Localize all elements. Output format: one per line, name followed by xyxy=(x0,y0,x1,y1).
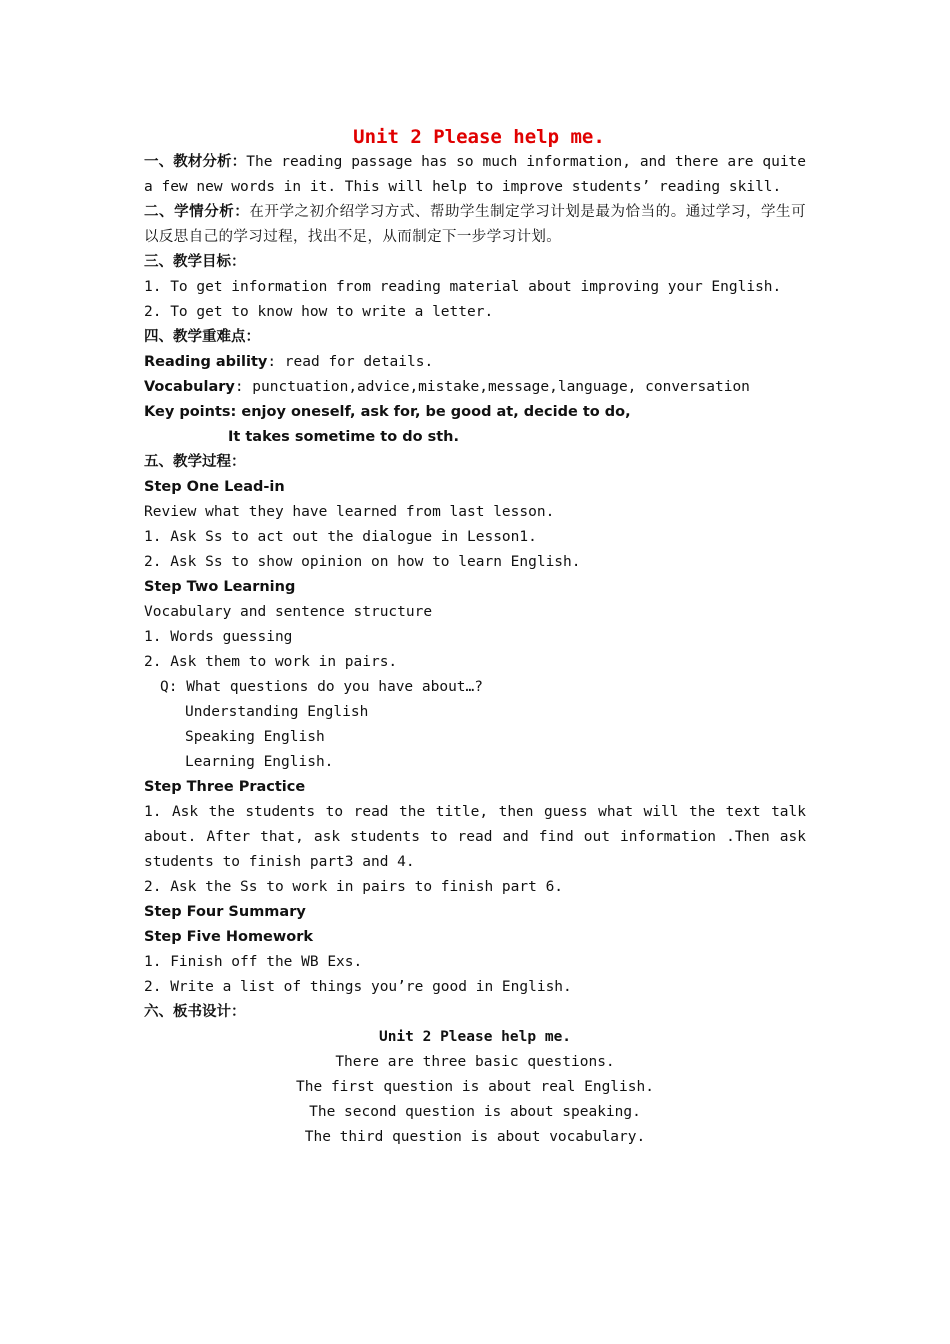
key-points-line: Key points: enjoy oneself, ask for, be good at, decide to do, xyxy=(144,404,631,420)
blackboard-design xyxy=(144,1025,806,1150)
sub-item: Speaking English xyxy=(185,729,325,745)
board-line: There are three basic questions. xyxy=(335,1054,615,1070)
sub-item: Learning English. xyxy=(185,754,334,770)
step-title: Step Two Learning xyxy=(144,579,296,595)
section-heading: 五、教学过程： xyxy=(144,454,246,470)
section-textbook-analysis xyxy=(144,150,806,200)
board-line: The second question is about speaking. xyxy=(309,1104,641,1120)
step-paragraph: 1. Ask the students to read the title, then guess what will the text talk about. After that, ask students to read and find out information .Then ask students to finish part3 and 4. xyxy=(144,804,806,870)
step-title: Step Five Homework xyxy=(144,929,314,945)
step-title: Step One Lead-in xyxy=(144,479,285,495)
vocabulary-text: : punctuation,advice,mistake,message,language, conversation xyxy=(234,379,750,395)
section-heading: 二、学情分析： xyxy=(144,204,250,220)
objective-item: 1. To get information from reading material about improving your English. xyxy=(144,279,782,295)
step-line: 1. Words guessing xyxy=(144,629,293,645)
board-line: The third question is about vocabulary. xyxy=(304,1129,646,1145)
section-text: The reading passage has so much information, and there are quite a few new words in it. This will help to improve students’ reading skill. xyxy=(144,154,807,195)
section-heading: 四、教学重难点： xyxy=(144,329,260,345)
vocabulary-label: Vocabulary xyxy=(144,379,235,395)
objective-item: 2. To get to know how to write a letter. xyxy=(144,304,494,320)
step-line: Vocabulary and sentence structure xyxy=(144,604,433,620)
step-title: Step Three Practice xyxy=(144,779,306,795)
reading-ability-line xyxy=(144,350,806,375)
section-heading: 一、教材分析： xyxy=(144,154,247,170)
key-points-line-2: It takes sometime to do sth. xyxy=(228,429,460,445)
step-line: 2. Ask them to work in pairs. xyxy=(144,654,398,670)
question-line: Q: What questions do you have about…? xyxy=(160,679,484,695)
step-line: 2. Ask the Ss to work in pairs to finish part 6. xyxy=(144,879,564,895)
section-heading: 三、教学目标： xyxy=(144,254,246,270)
board-line: The first question is about real English. xyxy=(296,1079,654,1095)
step-title: Step Four Summary xyxy=(144,904,306,920)
board-title: Unit 2 Please help me. xyxy=(378,1029,572,1045)
step-line: 1. Ask Ss to act out the dialogue in Lesson1. xyxy=(144,529,537,545)
sub-item: Understanding English xyxy=(185,704,369,720)
section-heading: 六、板书设计： xyxy=(144,1004,246,1020)
reading-ability-text: : read for details. xyxy=(267,354,434,370)
section-student-analysis xyxy=(144,200,806,250)
section-text: 在开学之初介绍学习方式、帮助学生制定学习计划是最为恰当的。通过学习，学生可以反思自己的学习过程，找出不足，从而制定下一步学习计划。 xyxy=(144,204,806,245)
step-line: 2. Ask Ss to show opinion on how to learn English. xyxy=(144,554,581,570)
step-line: 1. Finish off the WB Exs. xyxy=(144,954,363,970)
step-line: 2. Write a list of things you’re good in English. xyxy=(144,979,572,995)
reading-ability-label: Reading ability xyxy=(144,354,268,370)
vocabulary-line xyxy=(144,375,806,400)
step-line: Review what they have learned from last lesson. xyxy=(144,504,555,520)
page-title: Unit 2 Please help me. xyxy=(353,126,605,148)
lesson-plan-page xyxy=(144,122,806,1150)
